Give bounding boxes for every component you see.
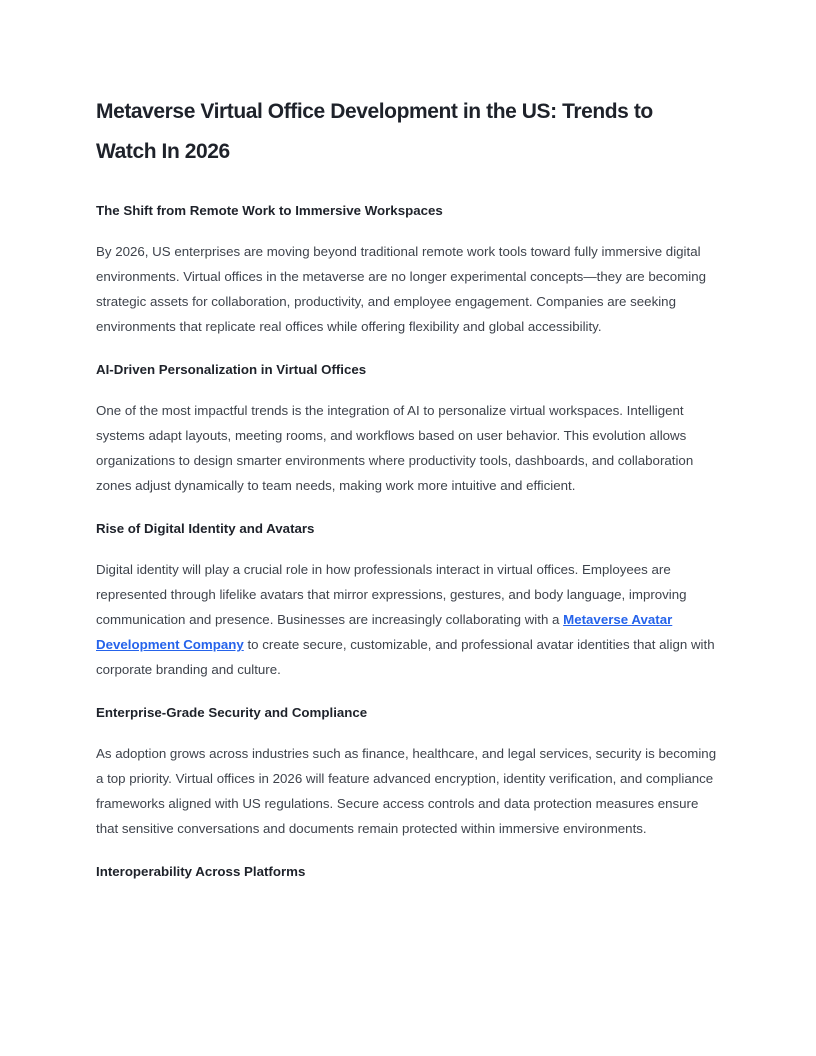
section-interoperability (96, 859, 718, 884)
paragraph-text-after-link: to create secure, customizable, and professional avatar identities that align with corporate branding and culture. (96, 637, 715, 677)
section-heading: AI-Driven Personalization in Virtual Offices (96, 362, 367, 377)
section-paragraph: By 2026, US enterprises are moving beyond traditional remote work tools toward fully immersive digital environments. Virtual offices in the metaverse are no longer experimental concepts—they are becoming strategic assets for collaboration, productivity, and employee engagement. Companies are seeking environments that replicate real offices while offering flexibility and global accessibility. (96, 244, 707, 334)
section-heading: Interoperability Across Platforms (96, 864, 306, 879)
section-remote-work-shift (96, 198, 718, 339)
section-heading: The Shift from Remote Work to Immersive Workspaces (96, 203, 443, 218)
document-title: Metaverse Virtual Office Development in the US: Trends to Watch In 2026 (96, 100, 653, 163)
metaverse-avatar-development-company-link[interactable]: Metaverse Avatar Development Company (96, 612, 673, 652)
section-heading: Rise of Digital Identity and Avatars (96, 521, 315, 536)
section-heading: Enterprise-Grade Security and Compliance (96, 705, 368, 720)
section-paragraph: One of the most impactful trends is the integration of AI to personalize virtual workspaces. Intelligent systems adapt layouts, meeting rooms, and workflows based on user behavior. This evolution allows organizations to design smarter environments where productivity tools, dashboards, and collaboration zones adjust dynamically to team needs, making work more intuitive and efficient. (96, 403, 694, 493)
paragraph-text-before-link: Digital identity will play a crucial role in how professionals interact in virtual offices. Employees are represented through lifelike avatars that mirror expressions, gestures, and body language, improving communication and presence. Businesses are increasingly collaborating with a (96, 562, 687, 627)
section-digital-identity-avatars (96, 516, 718, 682)
section-paragraph: As adoption grows across industries such as finance, healthcare, and legal services, security is becoming a top priority. Virtual offices in 2026 will feature advanced encryption, identity verification, and compliance frameworks aligned with US regulations. Secure access controls and data protection measures ensure that sensitive conversations and documents remain protected within immersive environments. (96, 746, 717, 836)
section-security-compliance (96, 700, 718, 841)
section-paragraph (96, 557, 718, 682)
document-content (96, 92, 718, 884)
section-ai-personalization (96, 357, 718, 498)
